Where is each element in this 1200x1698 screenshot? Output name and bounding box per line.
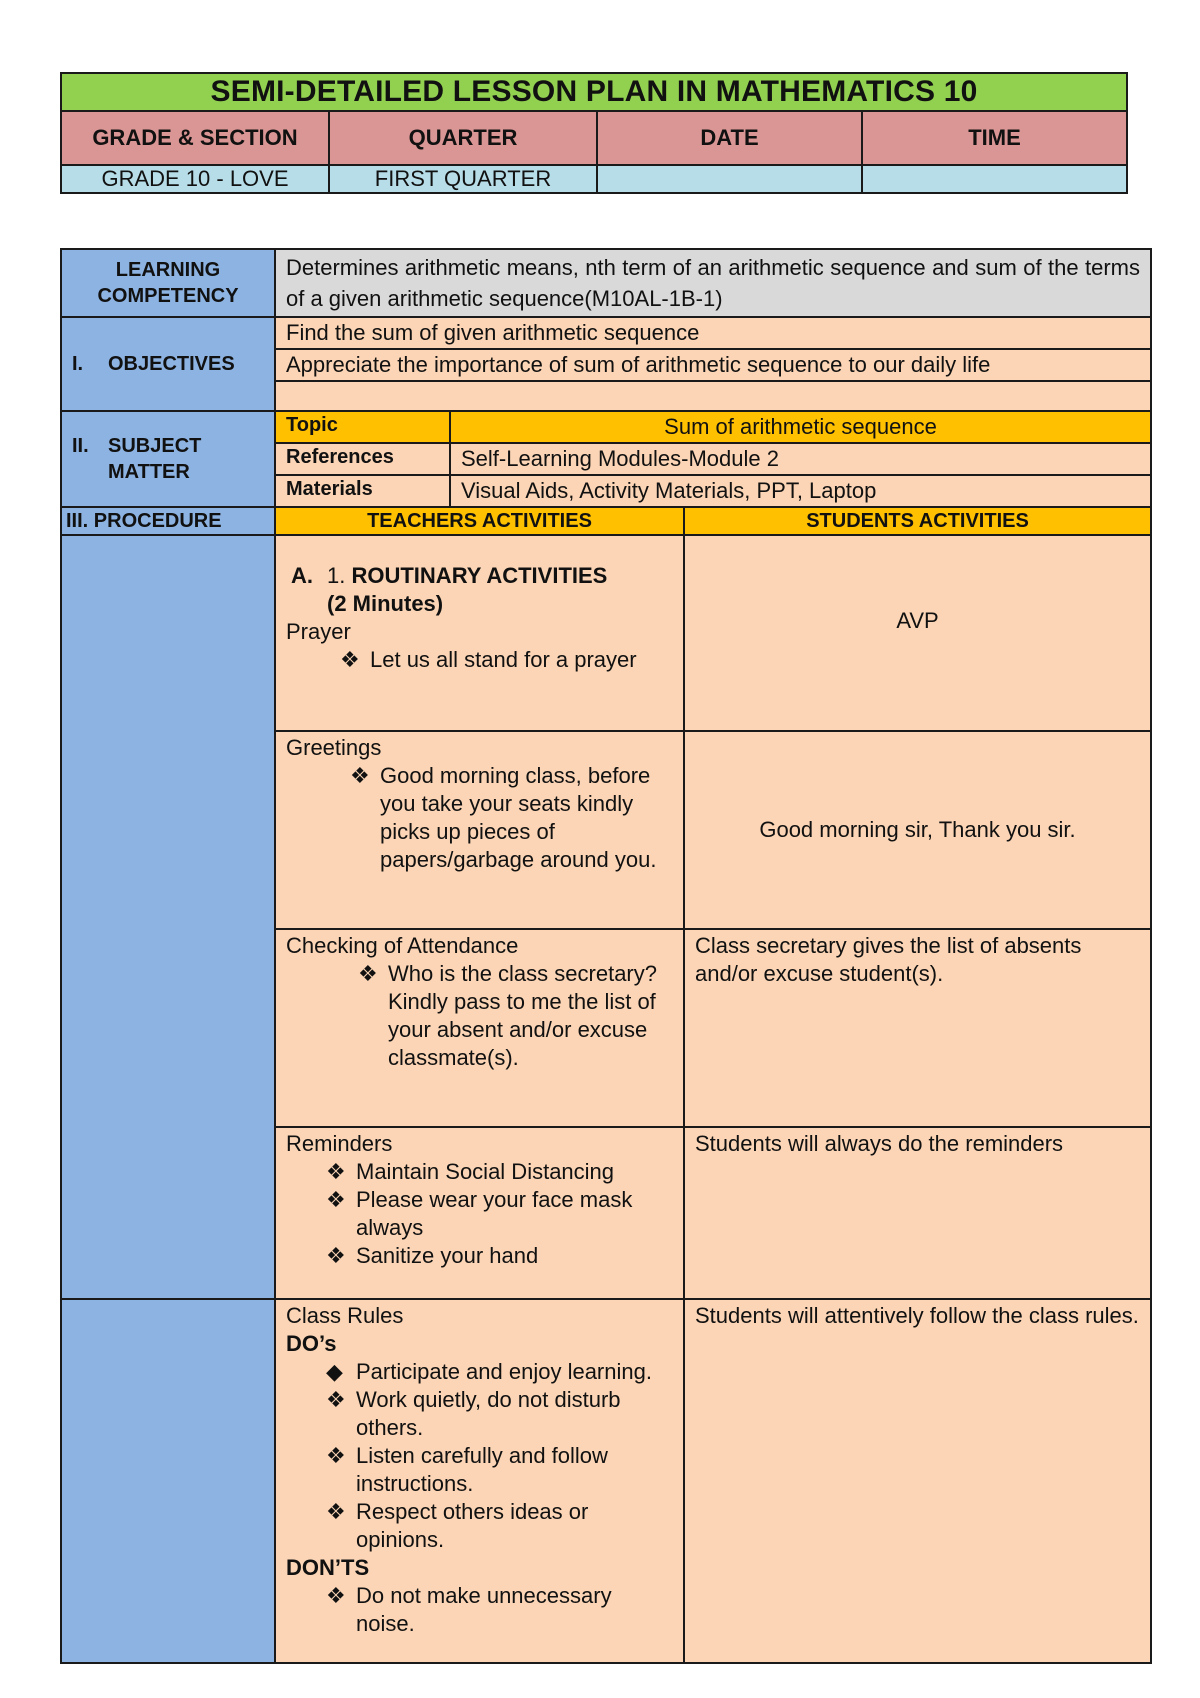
dos-list [286, 1358, 673, 1554]
competency-label-text: LEARNING COMPETENCY [97, 259, 239, 307]
date-value [597, 165, 862, 193]
reminder-item [326, 1158, 673, 1186]
four-diamond-bullet-icon: ❖ [326, 1387, 346, 1412]
time-header: TIME [862, 111, 1127, 165]
topic-label: Topic [275, 411, 450, 443]
donts-list [286, 1582, 673, 1638]
attendance-bullet [358, 960, 673, 1072]
objective-item-3 [275, 381, 1151, 411]
greetings-student-cell: Good morning sir, Thank you sir. [684, 731, 1151, 929]
class-rules-label: Class Rules [286, 1303, 404, 1328]
prayer-bullet-list [286, 646, 673, 674]
four-diamond-bullet-icon: ❖ [358, 961, 378, 986]
class-rules-student-cell: Students will attentively follow the class rules. [684, 1299, 1151, 1663]
dos-item-text: Work quietly, do not disturb others. [356, 1387, 621, 1440]
competency-text: Determines arithmetic means, nth term of an arithmetic sequence and sum of the terms of a given arithmetic sequence(M10AL-1B-1) [275, 249, 1151, 317]
reminders-teacher-cell [275, 1127, 684, 1299]
attendance-bullet-list [286, 960, 673, 1072]
attendance-label: Checking of Attendance [286, 933, 519, 958]
four-diamond-bullet-icon: ❖ [326, 1443, 346, 1468]
class-rules-teacher-cell [275, 1299, 684, 1663]
teachers-activities-header: TEACHERS ACTIVITIES [275, 507, 684, 535]
diamond-bullet-icon: ◆ [326, 1359, 343, 1384]
procedure-label: III. PROCEDURE [61, 507, 275, 535]
four-diamond-bullet-icon: ❖ [340, 647, 360, 672]
reminders-bullet-list [286, 1158, 673, 1270]
donts-label: DON’TS [286, 1555, 370, 1580]
reminder-text: Sanitize your hand [356, 1243, 539, 1268]
four-diamond-bullet-icon: ❖ [326, 1159, 346, 1184]
objective-item-1: Find the sum of given arithmetic sequence [275, 317, 1151, 349]
routinary-number: 1. [327, 563, 346, 588]
routinary-duration: (2 Minutes) [327, 591, 444, 616]
prayer-label: Prayer [286, 619, 351, 644]
dos-label: DO’s [286, 1331, 337, 1356]
attendance-teacher-cell [275, 929, 684, 1127]
four-diamond-bullet-icon: ❖ [350, 763, 370, 788]
date-header: DATE [597, 111, 862, 165]
students-activities-header: STUDENTS ACTIVITIES [684, 507, 1151, 535]
reminders-student-cell: Students will always do the reminders [684, 1127, 1151, 1299]
routinary-student-cell: AVP [684, 535, 1151, 731]
subject-matter-number: II. [72, 435, 89, 457]
greetings-label: Greetings [286, 735, 382, 760]
objectives-label [61, 317, 275, 411]
objectives-number: I. [72, 352, 84, 375]
donts-item [326, 1582, 673, 1638]
greetings-bullet-list [286, 762, 673, 874]
subject-matter-label-text: SUBJECT MATTER [108, 435, 202, 483]
lesson-plan-table [60, 248, 1152, 1664]
dos-item-text: Listen carefully and follow instructions. [356, 1443, 608, 1496]
references-label: References [275, 443, 450, 475]
reminder-item [326, 1186, 673, 1242]
grade-section-header: GRADE & SECTION [61, 111, 329, 165]
prayer-bullet [340, 646, 673, 674]
four-diamond-bullet-icon: ❖ [326, 1187, 346, 1212]
greetings-bullet-text: Good morning class, before you take your seats kindly picks up pieces of papers/garbage around you. [380, 763, 657, 872]
prayer-bullet-text: Let us all stand for a prayer [370, 647, 637, 672]
greetings-bullet [350, 762, 673, 874]
subject-matter-label [61, 411, 275, 507]
materials-label: Materials [275, 475, 450, 507]
reminder-text: Please wear your face mask always [356, 1187, 633, 1240]
procedure-side-cell-1 [61, 535, 275, 1299]
greetings-teacher-cell [275, 731, 684, 929]
dos-item [326, 1498, 673, 1554]
routinary-title: ROUTINARY ACTIVITIES [351, 563, 608, 588]
reminder-item [326, 1242, 673, 1270]
dos-item-text: Respect others ideas or opinions. [356, 1499, 589, 1552]
dos-item [326, 1442, 673, 1498]
dos-item-text: Participate and enjoy learning. [356, 1359, 652, 1384]
reminder-text: Maintain Social Distancing [356, 1159, 615, 1184]
routinary-letter: A. [291, 563, 313, 588]
reminders-label: Reminders [286, 1131, 393, 1156]
grade-section-value: GRADE 10 - LOVE [61, 165, 329, 193]
materials-value: Visual Aids, Activity Materials, PPT, Laptop [450, 475, 1151, 507]
topic-value: Sum of arithmetic sequence [450, 411, 1151, 443]
objectives-label-text: OBJECTIVES [108, 352, 235, 375]
attendance-student-cell: Class secretary gives the list of absents and/or excuse student(s). [684, 929, 1151, 1127]
competency-label [61, 249, 275, 317]
routinary-teacher-cell [275, 535, 684, 731]
donts-item-text: Do not make unnecessary noise. [356, 1583, 612, 1636]
quarter-value: FIRST QUARTER [329, 165, 597, 193]
objective-item-2: Appreciate the importance of sum of arithmetic sequence to our daily life [275, 349, 1151, 381]
dos-item [326, 1358, 673, 1386]
attendance-bullet-text: Who is the class secretary? Kindly pass to me the list of your absent and/or excuse classmate(s). [388, 961, 657, 1070]
quarter-header: QUARTER [329, 111, 597, 165]
four-diamond-bullet-icon: ❖ [326, 1499, 346, 1524]
procedure-side-cell-2 [61, 1299, 275, 1663]
lesson-plan-title: SEMI-DETAILED LESSON PLAN IN MATHEMATICS 10 [61, 73, 1127, 111]
four-diamond-bullet-icon: ❖ [326, 1243, 346, 1268]
references-value: Self-Learning Modules-Module 2 [450, 443, 1151, 475]
four-diamond-bullet-icon: ❖ [326, 1583, 346, 1608]
header-table [60, 72, 1128, 194]
time-value [862, 165, 1127, 193]
dos-item [326, 1386, 673, 1442]
